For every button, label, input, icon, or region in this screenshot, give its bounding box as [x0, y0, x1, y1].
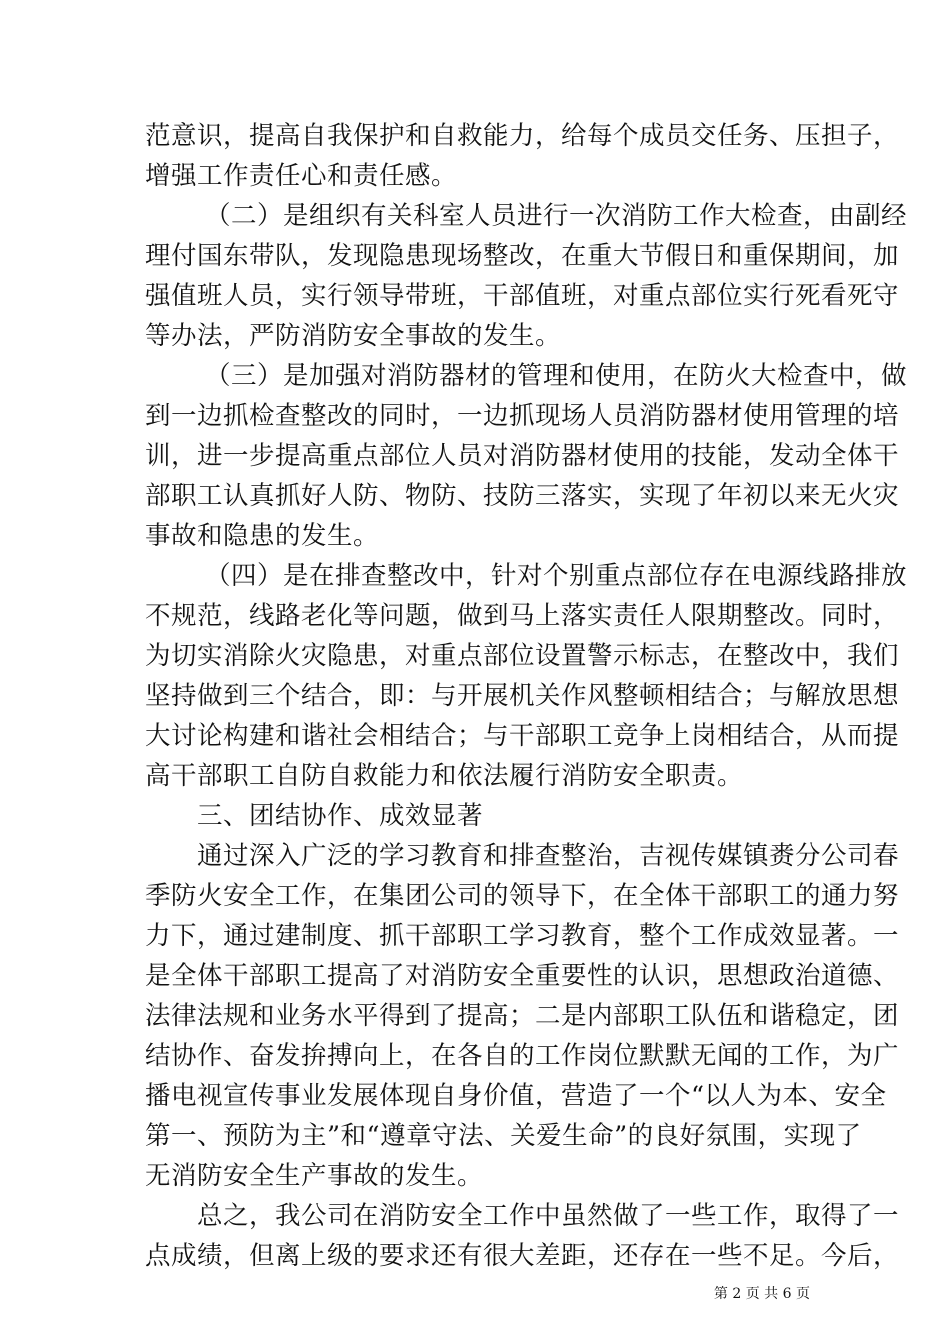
body-text-line: 到一边抓检查整改的同时，一边抓现场人员消防器材使用管理的培 — [145, 401, 900, 431]
body-text-line: 坚持做到三个结合，即：与开展机关作风整顿相结合；与解放思想 — [145, 681, 900, 711]
page-number: 第 2 页 共 6 页 — [713, 1286, 810, 1302]
body-text-line: 范意识，提高自我保护和自救能力，给每个成员交任务、压担子， — [145, 121, 900, 151]
body-text-line: 无消防安全生产事故的发生。 — [145, 1161, 484, 1191]
section-heading: 三、团结协作、成效显著 — [197, 801, 484, 831]
body-text-line: 增强工作责任心和责任感。 — [145, 161, 458, 191]
paragraph-first-line: （三）是加强对消防器材的管理和使用，在防火大检查中，做 — [205, 361, 908, 391]
body-text-line: 大讨论构建和谐社会相结合；与干部职工竞争上岗相结合，从而提 — [145, 721, 900, 751]
paragraph-first-line: （四）是在排查整改中，针对个别重点部位存在电源线路排放 — [205, 561, 908, 591]
body-text-line: 事故和隐患的发生。 — [145, 521, 380, 551]
body-text-line: 不规范，线路老化等问题，做到马上落实责任人限期整改。同时， — [145, 601, 900, 631]
body-text-line: 力下，通过建制度、抓干部职工学习教育，整个工作成效显著。一 — [145, 921, 900, 951]
body-text-line: 是全体干部职工提高了对消防安全重要性的认识，思想政治道德、 — [145, 961, 900, 991]
body-text-line: 为切实消除火灾隐患，对重点部位设置警示标志，在整改中，我们 — [145, 641, 900, 671]
body-text-line: 播电视宣传事业发展体现自身价值，营造了一个“以人为本、安全 — [145, 1081, 887, 1111]
paragraph-first-line: （二）是组织有关科室人员进行一次消防工作大检查，由副经 — [205, 201, 908, 231]
body-text-line: 法律法规和业务水平得到了提高；二是内部职工队伍和谐稳定，团 — [145, 1001, 900, 1031]
body-text-line: 结协作、奋发拚搏向上，在各自的工作岗位默默无闻的工作，为广 — [145, 1041, 900, 1071]
body-text-line: 等办法，严防消防安全事故的发生。 — [145, 321, 562, 351]
body-text-line: 点成绩，但离上级的要求还有很大差距，还存在一些不足。今后， — [145, 1241, 900, 1271]
paragraph-first-line: 总之，我公司在消防安全工作中虽然做了一些工作，取得了一 — [197, 1201, 900, 1231]
body-text-line: 第一、预防为主”和“遵章守法、关爱生命”的良好氛围，实现了 — [145, 1121, 862, 1151]
body-text-line: 训，进一步提高重点部位人员对消防器材使用的技能，发动全体干 — [145, 441, 900, 471]
body-text-line: 高干部职工自防自救能力和依法履行消防安全职责。 — [145, 761, 744, 791]
body-text-line: 季防火安全工作，在集团公司的领导下，在全体干部职工的通力努 — [145, 881, 900, 911]
body-text-line: 强值班人员，实行领导带班，干部值班，对重点部位实行死看死守 — [145, 281, 900, 311]
body-text-line: 部职工认真抓好人防、物防、技防三落实，实现了年初以来无火灾 — [145, 481, 900, 511]
body-text-line: 理付国东带队，发现隐患现场整改，在重大节假日和重保期间，加 — [145, 241, 900, 271]
paragraph-first-line: 通过深入广泛的学习教育和排查整治，吉视传媒镇赉分公司春 — [197, 841, 900, 871]
